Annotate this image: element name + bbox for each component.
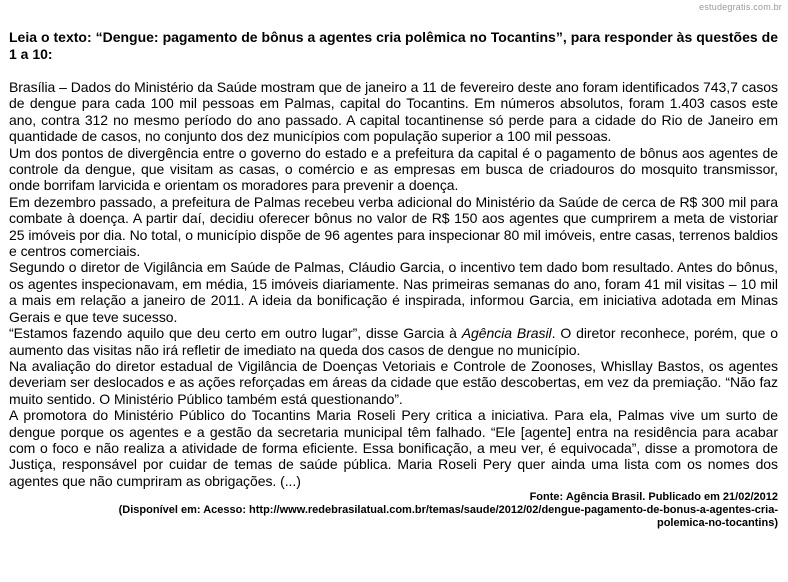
document-page bbox=[9, 29, 778, 530]
source-line-1: Fonte: Agência Brasil. Publicado em 21/02/2012 bbox=[529, 491, 778, 504]
paragraph-5-before: “Estamos fazendo aquilo que deu certo em outro lugar”, disse Garcia à bbox=[9, 325, 462, 342]
paragraph-6: Na avaliação do diretor estadual de Vigilância de Doenças Vetoriais e Controle de Zoonoses, Whisllay Bastos, os agentes deveriam ser deslocados e as ações reforçadas em áreas da cidade que estão descobertas, em vez da premiação. “Não faz muito sentido. O Ministério Público também está questionando”. bbox=[9, 357, 778, 407]
paragraph-7: A promotora do Ministério Público do Tocantins Maria Roseli Pery critica a iniciativa. Para ela, Palmas vive um surto de dengue porque os agentes e a gestão da secretaria municipal têm falhado. “Ele [agente] entra na residência para acabar com o foco e não realiza a atividade de forma eficiente. Essa bonificação, a meu ver, é equivocada”, disse a promotora de Justiça, responsável por cuidar de temas de saúde pública. Maria Roseli Pery quer ainda uma lista com os nomes dos agentes que não cumpriram as obrigações. (...) bbox=[9, 407, 778, 489]
paragraph-5-italic: Agência Brasil bbox=[461, 325, 552, 342]
watermark: estudegratis.com.br bbox=[699, 2, 782, 12]
paragraph-3: Em dezembro passado, a prefeitura de Palmas recebeu verba adicional do Ministério da Saúde de cerca de R$ 300 mil para combate à doença. A partir daí, decidiu oferecer bônus no valor de R$ 150 aos agentes que cumprirem a meta de vistoriar 25 imóveis por dia. No total, o município dispõe de 96 agentes para inspecionar 80 mil imóveis, entre casas, terrenos baldios e centros comerciais. bbox=[9, 193, 778, 260]
paragraph-5-after: . O diretor reconhece, porém, que o aumento das visitas não irá refletir de imediato na queda dos casos de dengue no município. bbox=[9, 325, 779, 358]
source-line-2: (Disponível em: Acesso: http://www.redebrasilatual.com.br/temas/saude/2012/02/dengue-pagamento-de-bonus-a-agentes-cria- bbox=[118, 504, 778, 517]
article-body bbox=[9, 79, 778, 489]
source-citation bbox=[9, 491, 778, 530]
paragraph-2: Um dos pontos de divergência entre o governo do estado e a prefeitura da capital é o pagamento de bônus aos agentes de controle da dengue, que visitam as casas, o comércio e as empresas em busca de criadouros do mosquito transmissor, onde borrifam larvicida e orientam os moradores para prevenir a doença. bbox=[9, 144, 778, 194]
paragraph-4: Segundo o diretor de Vigilância em Saúde de Palmas, Cláudio Garcia, o incentivo tem dado bom resultado. Antes do bônus, os agentes inspecionavam, em média, 15 imóveis diariamente. Nas primeiras semanas do ano, foram 41 mil visitas – 10 mil a mais em relação a janeiro de 2011. A ideia da bonificação é inspirada, informou Garcia, em iniciativa adotada em Minas Gerais e que teve sucesso. bbox=[9, 259, 778, 325]
paragraph-5 bbox=[9, 325, 778, 358]
paragraph-1: Brasília – Dados do Ministério da Saúde mostram que de janeiro a 11 de fevereiro deste ano foram identificados 743,7 casos de dengue para cada 100 mil pessoas em Palmas, capital do Tocantins. Em números absolutos, foram 1.403 casos este ano, contra 312 no mesmo período do ano passado. A capital tocantinense só perde para a cidade do Rio de Janeiro em quantidade de casos, no conjunto dos dez municípios com população superior a 100 mil pessoas. bbox=[9, 79, 778, 145]
instruction-heading: Leia o texto: “Dengue: pagamento de bônus a agentes cria polêmica no Tocantins”, para responder às questões de 1 a 10: bbox=[9, 29, 778, 62]
source-line-3: polemica-no-tocantins) bbox=[656, 517, 778, 530]
